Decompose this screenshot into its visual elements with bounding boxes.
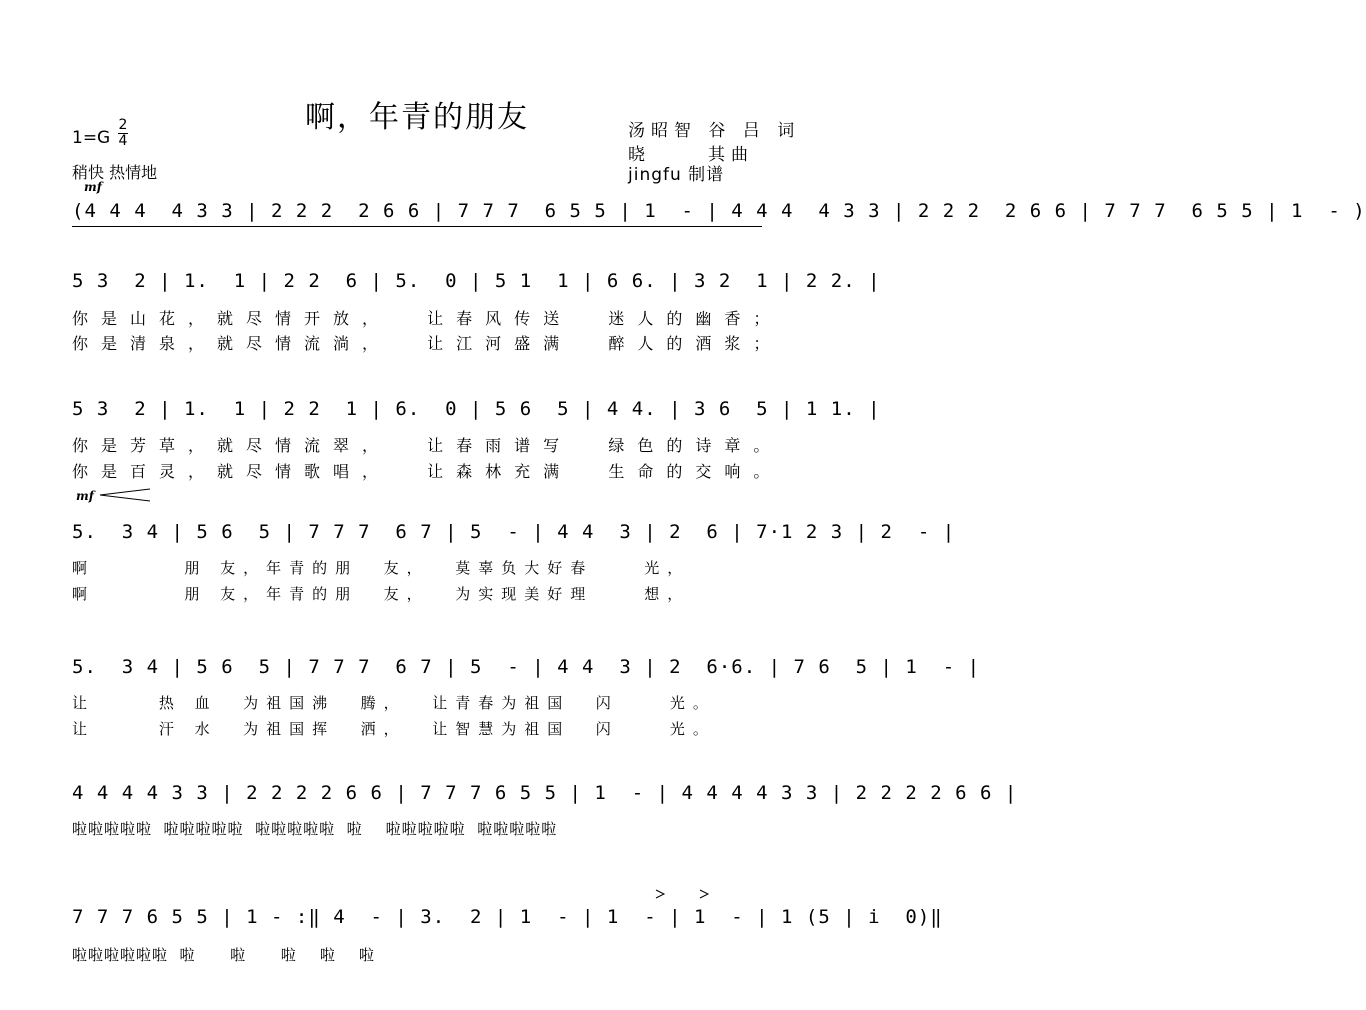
beam-underline [72,226,762,227]
lyric-line-verse-2a: 你是芳草，就尽情流翠， 让春雨谱写 绿色的诗章。 [72,436,783,455]
lyric-line-verse-2b: 你是百灵，就尽情歌唱， 让森林充满 生命的交响。 [72,462,783,481]
dynamic-intro: mf [84,180,102,194]
notation-line-chorus-2: 5. 3 4 | 5 6 5 | 7 7 7 6 7 | 5 - | 4 4 3 | 2 6·6. | 7 6 5 | 1 - | [72,656,981,678]
lyric-line-ending: 啦啦啦啦啦啦 啦 啦 啦 啦 啦 [72,946,375,964]
accent-marks [650,888,710,902]
time-signature-bottom: 4 [118,133,128,149]
crescendo-hairpin [98,488,152,502]
transcriber-credit: jingfu 制谱 [628,165,725,185]
lyricist-credit: 汤昭智 谷 吕 词 [628,121,801,141]
lyric-line-verse-1b: 你是清泉，就尽情流淌， 让江河盛满 醉人的酒浆； [72,334,783,353]
notation-line-ending: 7 7 7 6 5 5 | 1 - :‖ 4 - | 3. 2 | 1 - | 1 - | 1 - | 1 (5 | i 0)‖ [72,906,943,928]
time-signature [118,118,128,149]
lyric-line-la-1: 啦啦啦啦啦 啦啦啦啦啦 啦啦啦啦啦 啦 啦啦啦啦啦 啦啦啦啦啦 [72,820,558,838]
lyric-line-chorus-2a: 让 热 血 为祖国沸 腾， 让青春为祖国 闪 光。 [72,694,716,712]
notation-line-chorus-1: 5. 3 4 | 5 6 5 | 7 7 7 6 7 | 5 - | 4 4 3 | 2 6 | 7·1 2 3 | 2 - | [72,521,956,543]
notation-line-la-1: 4 4 4 4 3 3 | 2 2 2 2 6 6 | 7 7 7 6 5 5 | 1 - | 4 4 4 4 3 3 | 2 2 2 2 6 6 | [72,782,1018,804]
lyric-line-chorus-2b: 让 汗 水 为祖国挥 洒， 让智慧为祖国 闪 光。 [72,720,716,738]
lyric-line-chorus-1a: 啊 朋 友，年青的朋 友， 莫辜负大好春 光， [72,559,691,577]
time-signature-top: 2 [118,117,128,133]
notation-line-verse-2: 5 3 2 | 1. 1 | 2 2 1 | 6. 0 | 5 6 5 | 4 4. | 3 6 5 | 1 1. | [72,398,881,420]
composer-credit: 晓 其曲 [628,145,755,165]
dynamic-chorus: mf [76,489,94,503]
lyric-line-chorus-1b: 啊 朋 友，年青的朋 友， 为实现美好理 想， [72,585,691,603]
lyric-line-verse-1a: 你是山花，就尽情开放， 让春风传送 迷人的幽香； [72,309,783,328]
song-title: 啊，年青的朋友 [305,100,529,135]
key-signature: 1=G [72,128,111,148]
tempo-marking: 稍快 热情地 [72,163,158,182]
notation-line-verse-1: 5 3 2 | 1. 1 | 2 2 6 | 5. 0 | 5 1 1 | 6 6. | 3 2 1 | 2 2. | [72,270,881,292]
notation-line-intro: (4 4 4 4 3 3 | 2 2 2 2 6 6 | 7 7 7 6 5 5 | 1 - | 4 4 4 4 3 3 | 2 2 2 2 6 6 | 7 7 7 6 5 5 | 1 - ) [72,200,1366,222]
